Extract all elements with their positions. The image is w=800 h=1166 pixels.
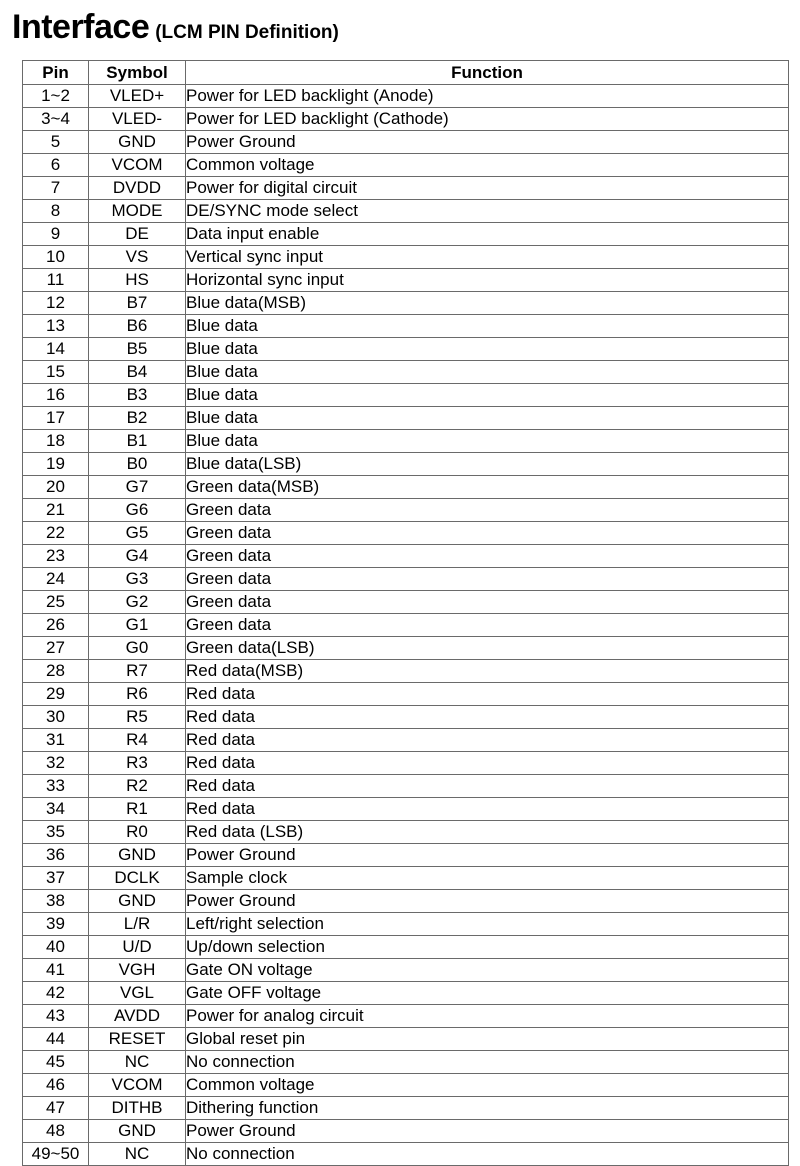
table-row — [23, 246, 789, 269]
table-row — [23, 384, 789, 407]
cell-function: DE/SYNC mode select — [186, 200, 789, 223]
cell-pin: 6 — [23, 154, 89, 177]
cell-pin: 24 — [23, 568, 89, 591]
cell-symbol: DE — [89, 223, 186, 246]
cell-symbol: VGL — [89, 982, 186, 1005]
cell-pin: 17 — [23, 407, 89, 430]
table-row — [23, 453, 789, 476]
cell-symbol: R5 — [89, 706, 186, 729]
cell-symbol: MODE — [89, 200, 186, 223]
cell-symbol: B3 — [89, 384, 186, 407]
table-row — [23, 1005, 789, 1028]
cell-pin: 20 — [23, 476, 89, 499]
cell-symbol: VLED- — [89, 108, 186, 131]
cell-function: Left/right selection — [186, 913, 789, 936]
cell-pin: 10 — [23, 246, 89, 269]
cell-function: Dithering function — [186, 1097, 789, 1120]
table-row — [23, 1120, 789, 1143]
table-row — [23, 269, 789, 292]
column-header-symbol: Symbol — [89, 61, 186, 85]
cell-pin: 33 — [23, 775, 89, 798]
cell-symbol: DCLK — [89, 867, 186, 890]
cell-function: Blue data — [186, 361, 789, 384]
table-row — [23, 154, 789, 177]
table-row — [23, 890, 789, 913]
cell-function: Power for analog circuit — [186, 1005, 789, 1028]
cell-function: Blue data — [186, 384, 789, 407]
cell-symbol: L/R — [89, 913, 186, 936]
column-header-function: Function — [186, 61, 789, 85]
table-row — [23, 223, 789, 246]
cell-pin: 36 — [23, 844, 89, 867]
table-row — [23, 752, 789, 775]
table-row — [23, 568, 789, 591]
cell-symbol: NC — [89, 1051, 186, 1074]
table-row — [23, 407, 789, 430]
table-row — [23, 867, 789, 890]
cell-function: Data input enable — [186, 223, 789, 246]
column-header-pin: Pin — [23, 61, 89, 85]
cell-pin: 42 — [23, 982, 89, 1005]
cell-symbol: DITHB — [89, 1097, 186, 1120]
cell-symbol: GND — [89, 890, 186, 913]
cell-function: Red data — [186, 683, 789, 706]
table-header-row — [23, 61, 789, 85]
cell-symbol: G3 — [89, 568, 186, 591]
cell-symbol: GND — [89, 131, 186, 154]
cell-pin: 39 — [23, 913, 89, 936]
cell-function: Blue data — [186, 315, 789, 338]
cell-symbol: NC — [89, 1143, 186, 1166]
cell-function: Common voltage — [186, 1074, 789, 1097]
cell-symbol: G2 — [89, 591, 186, 614]
table-row — [23, 522, 789, 545]
cell-function: Gate OFF voltage — [186, 982, 789, 1005]
cell-function: Global reset pin — [186, 1028, 789, 1051]
cell-pin: 13 — [23, 315, 89, 338]
cell-symbol: B0 — [89, 453, 186, 476]
cell-symbol: VGH — [89, 959, 186, 982]
table-row — [23, 614, 789, 637]
cell-function: Green data(MSB) — [186, 476, 789, 499]
cell-symbol: VCOM — [89, 1074, 186, 1097]
table-row — [23, 108, 789, 131]
cell-function: Power Ground — [186, 844, 789, 867]
cell-function: Red data — [186, 752, 789, 775]
cell-pin: 21 — [23, 499, 89, 522]
cell-symbol: HS — [89, 269, 186, 292]
cell-symbol: GND — [89, 844, 186, 867]
cell-function: Red data — [186, 798, 789, 821]
cell-function: Gate ON voltage — [186, 959, 789, 982]
cell-symbol: VLED+ — [89, 85, 186, 108]
table-row — [23, 1074, 789, 1097]
cell-function: Horizontal sync input — [186, 269, 789, 292]
table-row — [23, 637, 789, 660]
cell-function: Red data — [186, 729, 789, 752]
cell-function: Green data — [186, 499, 789, 522]
cell-function: Green data — [186, 614, 789, 637]
table-row — [23, 315, 789, 338]
cell-pin: 30 — [23, 706, 89, 729]
cell-symbol: R1 — [89, 798, 186, 821]
cell-function: Power Ground — [186, 890, 789, 913]
cell-function: Red data(MSB) — [186, 660, 789, 683]
cell-function: Common voltage — [186, 154, 789, 177]
table-row — [23, 177, 789, 200]
cell-function: Blue data(LSB) — [186, 453, 789, 476]
cell-symbol: G1 — [89, 614, 186, 637]
cell-pin: 45 — [23, 1051, 89, 1074]
cell-function: Blue data — [186, 338, 789, 361]
cell-function: Green data — [186, 545, 789, 568]
cell-symbol: B5 — [89, 338, 186, 361]
table-row — [23, 1051, 789, 1074]
cell-symbol: R6 — [89, 683, 186, 706]
cell-symbol: U/D — [89, 936, 186, 959]
cell-pin: 9 — [23, 223, 89, 246]
cell-function: No connection — [186, 1143, 789, 1166]
table-row — [23, 591, 789, 614]
table-row — [23, 775, 789, 798]
lcm-pin-definition-table — [22, 60, 789, 1166]
table-row — [23, 959, 789, 982]
cell-symbol: VS — [89, 246, 186, 269]
cell-symbol: B2 — [89, 407, 186, 430]
cell-symbol: B1 — [89, 430, 186, 453]
cell-pin: 16 — [23, 384, 89, 407]
cell-pin: 27 — [23, 637, 89, 660]
table-row — [23, 982, 789, 1005]
cell-pin: 29 — [23, 683, 89, 706]
cell-pin: 28 — [23, 660, 89, 683]
table-row — [23, 1143, 789, 1166]
page-title-main: Interface — [12, 8, 150, 46]
cell-pin: 41 — [23, 959, 89, 982]
cell-symbol: G7 — [89, 476, 186, 499]
cell-function: Red data — [186, 775, 789, 798]
cell-symbol: R4 — [89, 729, 186, 752]
cell-function: Power Ground — [186, 1120, 789, 1143]
cell-symbol: G4 — [89, 545, 186, 568]
cell-symbol: R2 — [89, 775, 186, 798]
table-row — [23, 729, 789, 752]
cell-pin: 3~4 — [23, 108, 89, 131]
table-row — [23, 200, 789, 223]
table-body — [23, 85, 789, 1166]
cell-pin: 5 — [23, 131, 89, 154]
table-row — [23, 821, 789, 844]
table-row — [23, 131, 789, 154]
cell-pin: 14 — [23, 338, 89, 361]
cell-function: Blue data — [186, 407, 789, 430]
cell-function: Red data — [186, 706, 789, 729]
cell-pin: 18 — [23, 430, 89, 453]
cell-function: Green data — [186, 568, 789, 591]
cell-pin: 47 — [23, 1097, 89, 1120]
cell-pin: 40 — [23, 936, 89, 959]
cell-function: No connection — [186, 1051, 789, 1074]
table-row — [23, 683, 789, 706]
cell-pin: 46 — [23, 1074, 89, 1097]
cell-symbol: G0 — [89, 637, 186, 660]
cell-pin: 7 — [23, 177, 89, 200]
cell-pin: 22 — [23, 522, 89, 545]
cell-symbol: AVDD — [89, 1005, 186, 1028]
table-row — [23, 936, 789, 959]
cell-symbol: RESET — [89, 1028, 186, 1051]
cell-function: Up/down selection — [186, 936, 789, 959]
table-row — [23, 660, 789, 683]
cell-pin: 31 — [23, 729, 89, 752]
table-row — [23, 476, 789, 499]
cell-pin: 43 — [23, 1005, 89, 1028]
table-header — [23, 61, 789, 85]
table-row — [23, 798, 789, 821]
cell-pin: 12 — [23, 292, 89, 315]
table-row — [23, 292, 789, 315]
cell-function: Green data — [186, 591, 789, 614]
cell-function: Power for digital circuit — [186, 177, 789, 200]
table-row — [23, 85, 789, 108]
table-row — [23, 499, 789, 522]
cell-pin: 48 — [23, 1120, 89, 1143]
cell-symbol: B6 — [89, 315, 186, 338]
cell-pin: 34 — [23, 798, 89, 821]
table-row — [23, 913, 789, 936]
cell-symbol: B4 — [89, 361, 186, 384]
cell-pin: 35 — [23, 821, 89, 844]
cell-function: Green data — [186, 522, 789, 545]
table-row — [23, 1097, 789, 1120]
cell-function: Vertical sync input — [186, 246, 789, 269]
cell-function: Power Ground — [186, 131, 789, 154]
table-row — [23, 1028, 789, 1051]
table-row — [23, 844, 789, 867]
cell-pin: 44 — [23, 1028, 89, 1051]
cell-pin: 11 — [23, 269, 89, 292]
cell-function: Blue data(MSB) — [186, 292, 789, 315]
cell-pin: 32 — [23, 752, 89, 775]
cell-symbol: VCOM — [89, 154, 186, 177]
cell-function: Blue data — [186, 430, 789, 453]
cell-function: Sample clock — [186, 867, 789, 890]
cell-symbol: G6 — [89, 499, 186, 522]
cell-pin: 1~2 — [23, 85, 89, 108]
cell-pin: 23 — [23, 545, 89, 568]
table-row — [23, 545, 789, 568]
table-row — [23, 430, 789, 453]
cell-function: Green data(LSB) — [186, 637, 789, 660]
cell-pin: 15 — [23, 361, 89, 384]
cell-pin: 37 — [23, 867, 89, 890]
page-title-subtitle: (LCM PIN Definition) — [155, 22, 339, 43]
cell-function: Red data (LSB) — [186, 821, 789, 844]
cell-symbol: DVDD — [89, 177, 186, 200]
table-row — [23, 338, 789, 361]
cell-pin: 19 — [23, 453, 89, 476]
cell-symbol: B7 — [89, 292, 186, 315]
cell-pin: 8 — [23, 200, 89, 223]
page-title — [12, 10, 339, 44]
cell-symbol: G5 — [89, 522, 186, 545]
table-row — [23, 361, 789, 384]
cell-function: Power for LED backlight (Anode) — [186, 85, 789, 108]
cell-pin: 49~50 — [23, 1143, 89, 1166]
cell-pin: 38 — [23, 890, 89, 913]
table-row — [23, 706, 789, 729]
cell-symbol: R7 — [89, 660, 186, 683]
cell-symbol: GND — [89, 1120, 186, 1143]
cell-function: Power for LED backlight (Cathode) — [186, 108, 789, 131]
cell-pin: 25 — [23, 591, 89, 614]
cell-pin: 26 — [23, 614, 89, 637]
cell-symbol: R0 — [89, 821, 186, 844]
cell-symbol: R3 — [89, 752, 186, 775]
